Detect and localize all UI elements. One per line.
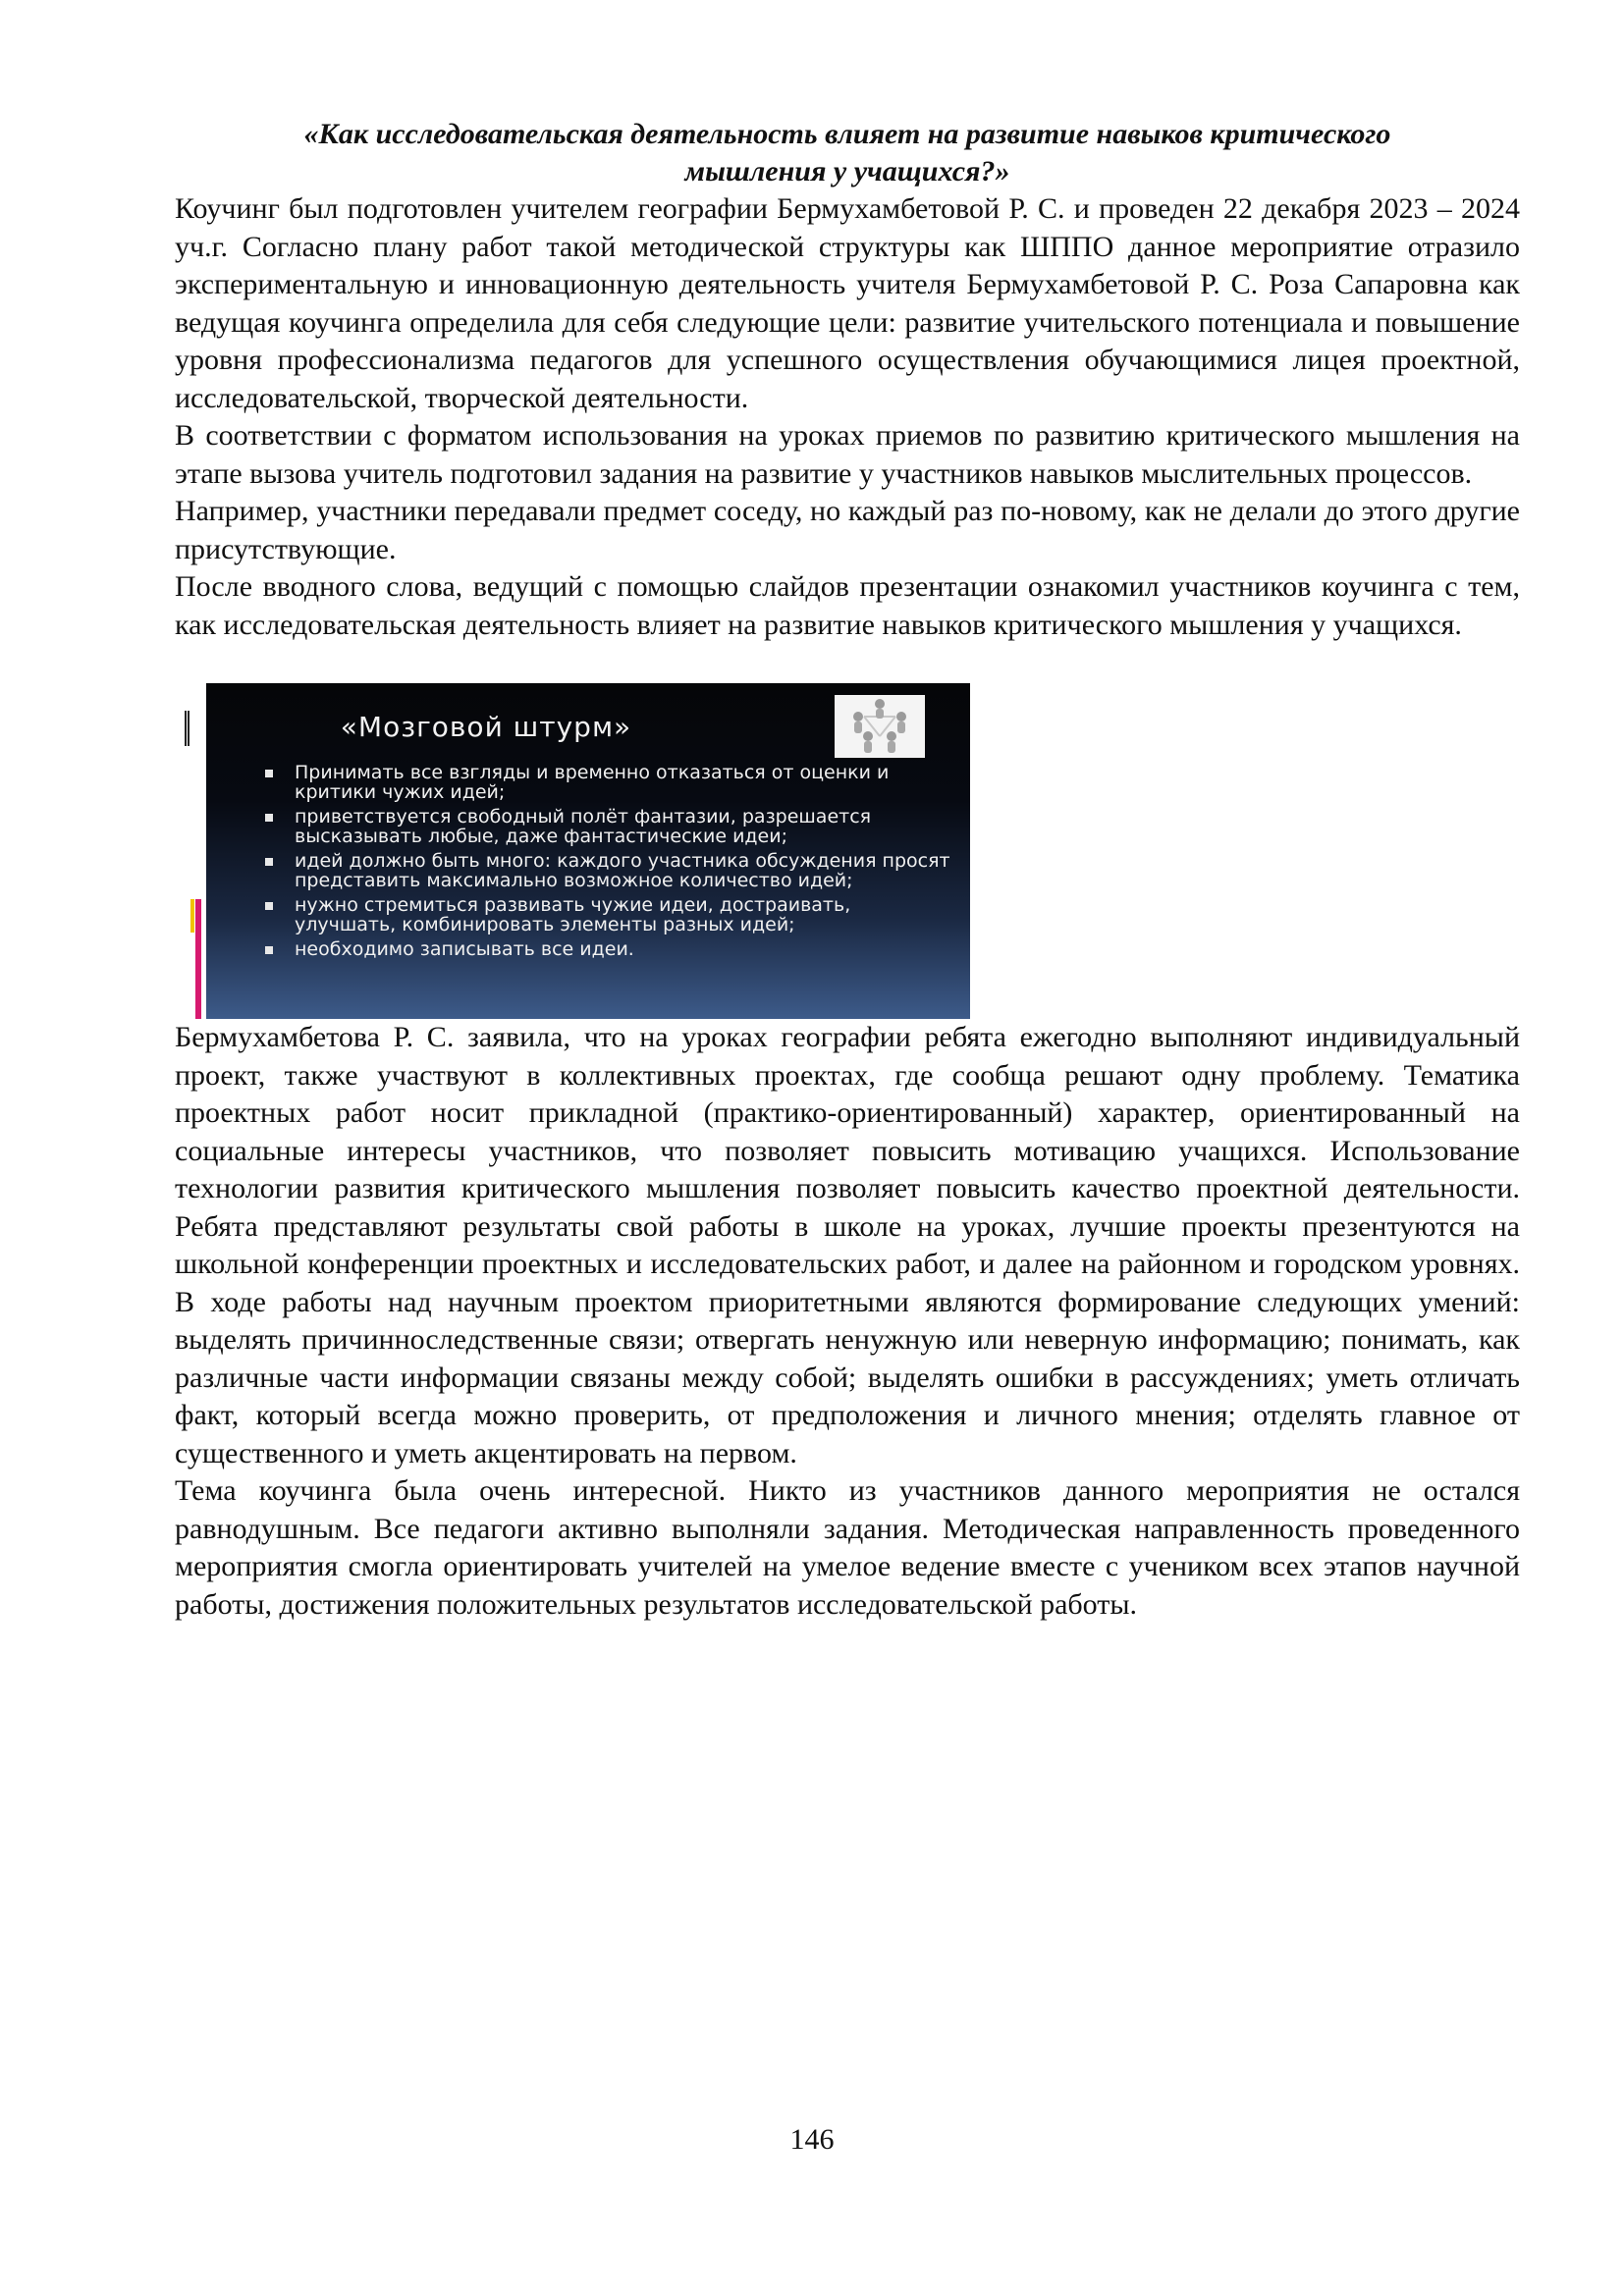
slide-title: «Мозговой штурм» [340,711,632,743]
slide-figure [175,683,980,1019]
slide-bullet-item: идей должно быть много: каждого участника обсуждения просят представить максимально возможное количество идей; [265,852,952,890]
slide-bullet-item: приветствуется свободный полёт фантазии, разрешается высказывать любые, даже фантастические идеи; [265,808,952,846]
slide-bullet-item: необходимо записывать все идеи. [265,940,952,960]
slide-bullet-list [265,764,952,966]
bullet-square-icon [265,946,273,954]
slide-bullet-item: Принимать все взгляды и временно отказаться от оценки и критики чужих идей; [265,764,952,802]
page-content [175,116,1520,1624]
title-line-2: мышления у учащихся?» [684,155,1010,187]
bullet-square-icon [265,814,273,822]
page-number: 146 [789,2123,835,2156]
paragraph-format: В соответствии с форматом использования на уроках приемов по развитию критического мышления на этапе вызова учитель подготовил задания на развитие у участников навыков мыслительных процессов. [175,419,1520,490]
presentation-slide [206,683,970,1019]
slide-bullet-item: нужно стремиться развивать чужие идеи, достраивать, улучшать, комбинировать элементы разных идей; [265,896,952,934]
paragraph-presentation: После вводного слова, ведущий с помощью слайдов презентации ознакомил участников коучинга с тем, как исследовательская деятельность влияет на развитие навыков критического мышления у учащихся. [175,570,1520,641]
paragraph-intro: Коучинг был подготовлен учителем географии Бермухамбетовой Р. С. и проведен 22 декабря 2023 – 2024 уч.г. Согласно плану работ такой методической структуры как ШППО данное мероприятие отразило экспериментальную и инновационную деятельность учителя Бермухамбетовой Р. С. Роза Сапаровна как ведущая коучинга определила для себя следующие цели: развитие учительского потенциала и повышение уровня профессионализма педагогов для успешного осуществления обучающимися лицея проектной, исследовательской, творческой деятельности. [175,192,1520,414]
bullet-square-icon [265,902,273,910]
paragraph-conclusion: Тема коучинга была очень интересной. Никто из участников данного мероприятия не остался равнодушным. Все педагоги активно выполняли задания. Методическая направленность проведенного мероприятия смогла ориентировать учителей на умелое ведение вместе с учеником всех этапов научной работы, достижения положительных результатов исследовательской работы. [175,1474,1520,1621]
title-line-1: «Как исследовательская деятельность влияет на развитие навыков критического [303,118,1391,150]
people-group-icon [835,695,925,758]
bullet-square-icon [265,858,273,866]
paragraph-projects: Бермухамбетова Р. С. заявила, что на уроках географии ребята ежегодно выполняют индивидуальный проект, также участвуют в коллективных проектах, где сообща решают одну проблему. Тематика проектных работ носит прикладной (практико-ориентированный) характер, ориентированный на социальные интересы участников, что позволяет повысить мотивацию учащихся. Использование технологии развития критического мышления позволяет повысить качество проектной деятельности. Ребята представляют результаты свой работы в школе на уроках, лучшие проекты презентуются на школьной конференции проектных и исследовательских работ, и далее на районном и городском уровнях. В ходе работы над научным проектом приоритетными являются формирование следующих умений: выделять причинноследственные связи; отвергать ненужную или неверную информацию; понимать, как различные части информации связаны между собой; выделять ошибки в рассуждениях; уметь отличать факт, который всегда можно проверить, от предположения и личного мнения; отделять главное от существенного и уметь акцентировать на первом. [175,1021,1520,1469]
bullet-square-icon [265,770,273,777]
document-title [175,116,1520,190]
paragraph-example: Например, участники передавали предмет соседу, но каждый раз по-новому, как не делали до этого другие присутствующие. [175,495,1520,565]
slide-edge-strip [175,683,204,1019]
